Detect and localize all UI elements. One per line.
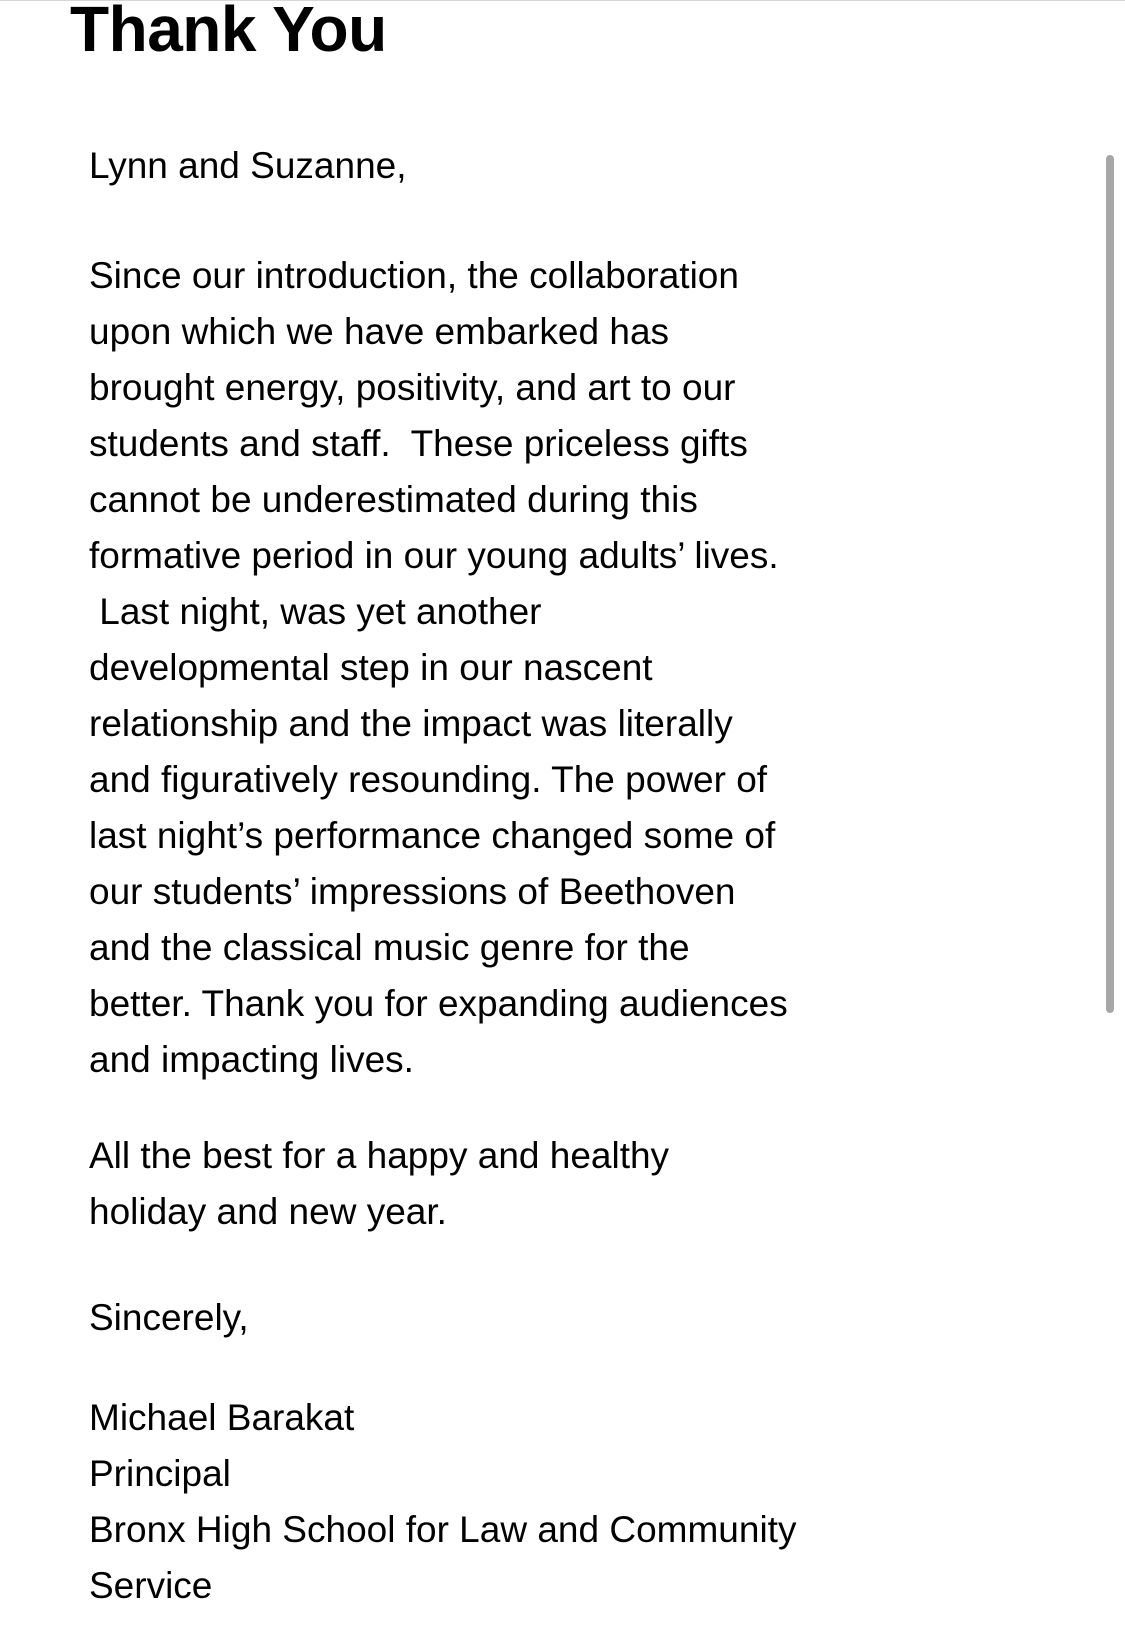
paragraph-line: brought energy, positivity, and art to our [89,367,736,408]
paragraph-line: Since our introduction, the collaboration [89,255,739,296]
paragraph-line: last night’s performance changed some of [89,815,776,856]
spacer [89,1346,879,1390]
signature-organization: Bronx High School for Law and Community [89,1509,797,1550]
signature-name: Michael Barakat [89,1397,355,1438]
paragraph-line: upon which we have embarked has [89,311,670,352]
wishes-line: holiday and new year. [89,1191,447,1232]
paragraph-line: cannot be underestimated during this [89,479,698,520]
email-body [89,138,879,1614]
spacer [89,1088,879,1128]
paragraph-line: relationship and the impact was literally [89,703,733,744]
paragraph-line: our students’ impressions of Beethoven [89,871,736,912]
paragraph-line: and the classical music genre for the [89,927,690,968]
greeting: Lynn and Suzanne, [89,145,407,186]
paragraph-line: developmental step in our nascent [89,647,653,688]
signature-title: Principal [89,1453,231,1494]
spacer [89,194,879,248]
wishes-line: All the best for a happy and healthy [89,1135,670,1176]
vertical-scrollbar[interactable] [1106,155,1114,1013]
paragraph-line: and impacting lives. [89,1039,414,1080]
page-title: Thank You [70,0,387,65]
signature-organization: Service [89,1565,213,1606]
paragraph-line: Last night, was yet another [89,591,542,632]
paragraph-line: formative period in our young adults’ lives. [89,535,779,576]
wishes-paragraph [89,1128,879,1240]
paragraph-line: students and staff. These priceless gifts [89,423,748,464]
paragraph-line: better. Thank you for expanding audiences [89,983,788,1024]
spacer [89,1240,879,1290]
paragraph-line: and figuratively resounding. The power of [89,759,768,800]
signature-block [89,1390,879,1614]
closing: Sincerely, [89,1297,249,1338]
body-paragraph [89,248,879,1088]
